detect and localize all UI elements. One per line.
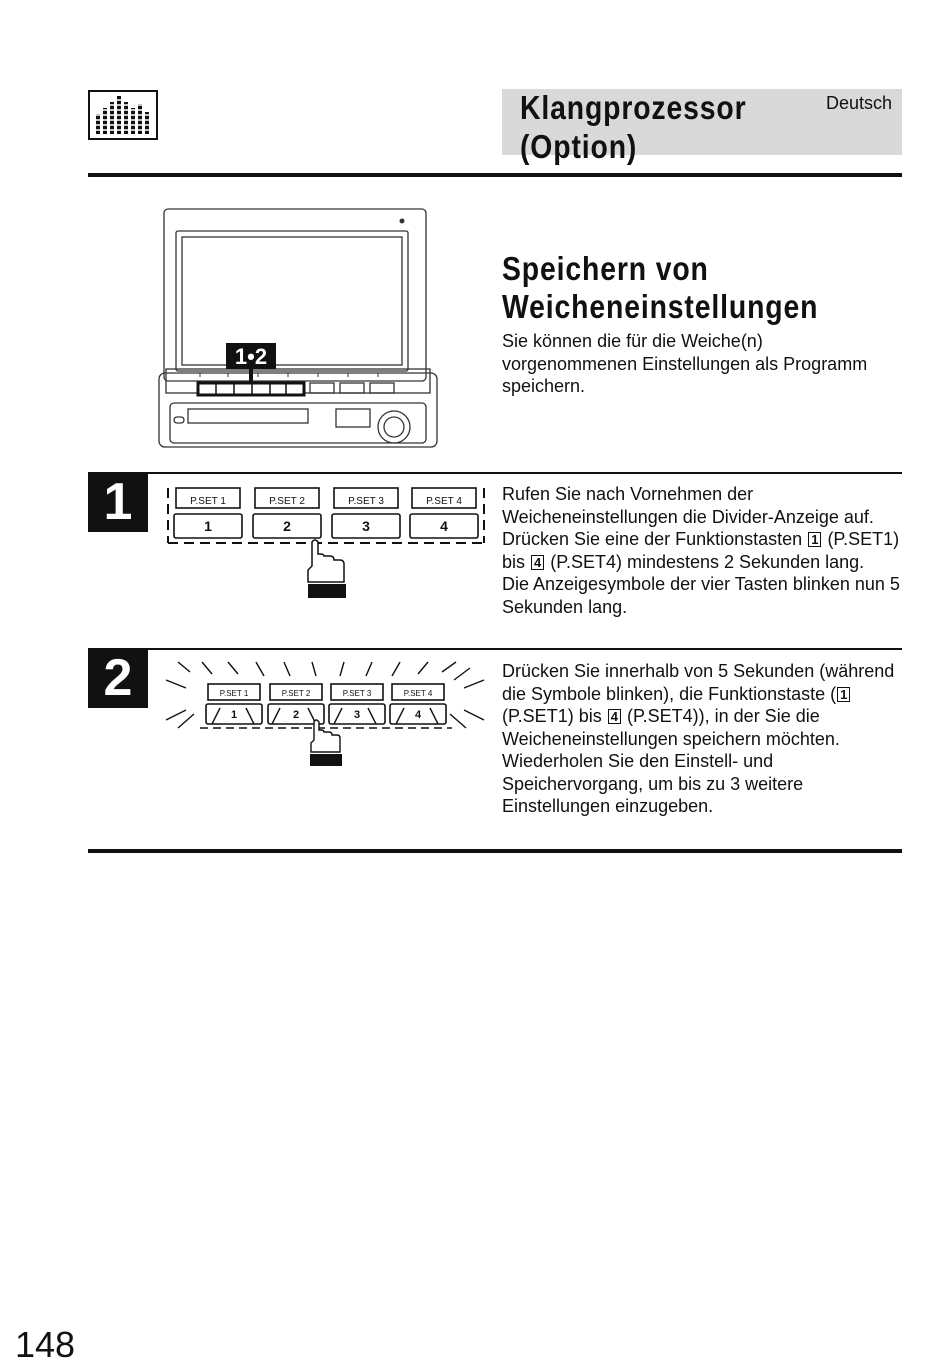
step-2-text-b: (P.SET1) bis: [502, 706, 602, 726]
step-1-rule: [88, 472, 902, 474]
step-2-number: 2: [88, 648, 148, 708]
page-number: 148: [15, 1324, 76, 1365]
page-title: Klangprozessor (Option): [520, 89, 747, 165]
step-2-display-1: P.SET 1: [219, 689, 249, 698]
step-2-text: [502, 660, 900, 818]
step-1-number: 1: [88, 472, 148, 532]
step-2-text-a: Drücken Sie innerhalb von 5 Sekunden (während die Symbole blinken), die Funktionstaste (: [502, 661, 895, 704]
section-title: Speichern von Weicheneinstellungen: [502, 250, 819, 325]
step-1-display-2: P.SET 2: [269, 496, 305, 507]
device-illustration: [158, 207, 438, 450]
step-1-display-1: P.SET 1: [190, 496, 226, 507]
pressing-hand-icon: [308, 540, 344, 582]
step-2-button-1: 1: [230, 709, 238, 721]
step-1-display-4: P.SET 4: [426, 496, 462, 507]
step-2-text-c: (P.SET4)), in der Sie die Weicheneinstellungen speichern möchten.: [502, 706, 840, 749]
step-2-rule: [88, 648, 902, 650]
step-1-illustration: [160, 484, 490, 602]
key-4: 4: [608, 709, 621, 724]
header-rule: [88, 173, 902, 177]
step-1-text-c: (P.SET4) mindestens 2 Sekunden lang.: [550, 551, 865, 572]
step-1-text-a: Rufen Sie nach Vornehmen der Weicheneinstellungen die Divider-Anzeige auf. Drücken Sie eine der Funktionstasten: [502, 484, 874, 549]
step-1-display-3: P.SET 3: [348, 496, 384, 507]
step-1-button-4: 4: [440, 518, 448, 534]
step-2-button-2: 2: [292, 709, 300, 721]
step-2-display-3: P.SET 3: [342, 689, 372, 698]
blinking-marks: [166, 662, 484, 728]
step-1-button-3: 3: [362, 518, 370, 534]
step-1-text-b: (P.SET1) bis: [502, 529, 900, 572]
step-2-display-4: P.SET 4: [403, 689, 433, 698]
step-1-text: [502, 483, 900, 618]
footer-rule: [88, 849, 902, 853]
device-callout: 1•2: [234, 344, 268, 369]
step-2-illustration: [160, 658, 490, 770]
step-1-text-d: Die Anzeigesymbole der vier Tasten blinken nun 5 Sekunden lang.: [502, 574, 900, 617]
step-2-button-4: 4: [414, 709, 422, 721]
section-intro: Sie können die für die Weiche(n) vorgenommenen Einstellungen als Programm speichern.: [502, 331, 868, 396]
equalizer-icon: [88, 90, 158, 140]
step-2-display-2: P.SET 2: [281, 689, 311, 698]
step-1-button-1: 1: [204, 518, 212, 534]
step-1-button-2: 2: [283, 518, 291, 534]
step-2-text-d: Wiederholen Sie den Einstell- und Speichervorgang, um bis zu 3 weitere Einstellungen einzugeben.: [502, 751, 804, 816]
key-4: 4: [531, 555, 544, 570]
language-label: Deutsch: [826, 93, 893, 113]
key-1: 1: [808, 532, 821, 547]
step-2-button-3: 3: [353, 709, 361, 721]
key-1: 1: [837, 687, 850, 702]
